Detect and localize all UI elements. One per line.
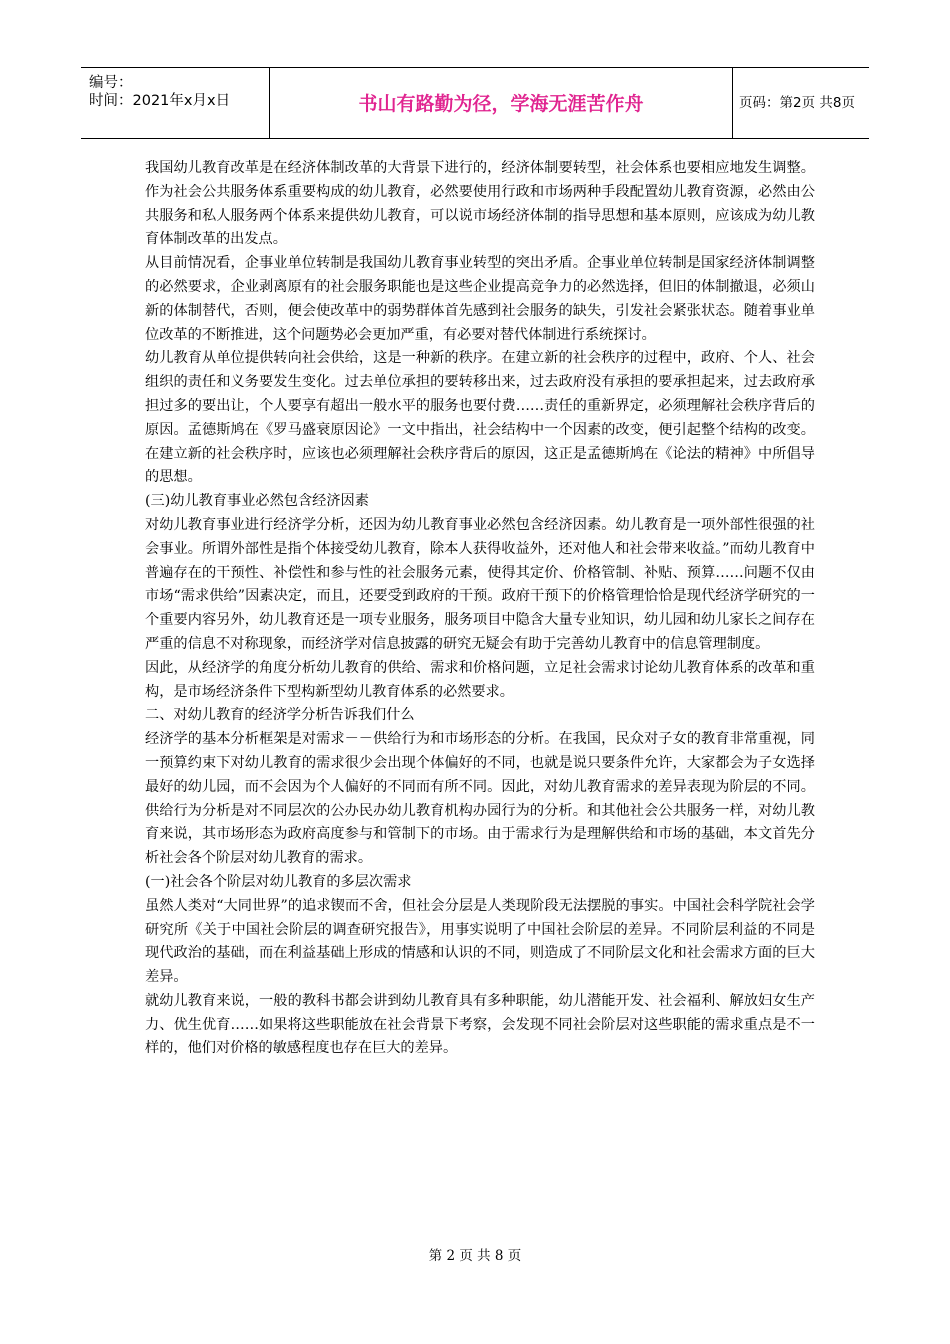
paragraph: 因此，从经济学的角度分析幼儿教育的供给、需求和价格问题，立足社会需求讨论幼儿教育体系的改革和重构，是市场经济条件下型构新型幼儿教育体系的必然要求。 xyxy=(145,659,815,700)
section-heading: (三)幼儿教育事业必然包含经济因素 xyxy=(145,493,369,510)
section-heading: 二、对幼儿教育的经济学分析告诉我们什么 xyxy=(145,707,415,724)
date-label: 时间：2021年x月x日 xyxy=(89,93,231,109)
paragraph: 就幼儿教育来说，一般的教科书都会讲到幼儿教育具有多种职能，幼儿潜能开发、社会福利、解放妇女生产力、优生优育……如果将这些职能放在社会背景下考察，会发现不同社会阶层对这些职能的需求重点是不一样的，他们对价格的敏感程度也存在巨大的差异。 xyxy=(145,992,815,1057)
paragraph: 经济学的基本分析框架是对需求－－供给行为和市场形态的分析。在我国，民众对子女的教育非常重视，同一预算约束下对幼儿教育的需求很少会出现个体偏好的不同，也就是说只要条件允许，大家都会为子女选择最好的幼儿园，而不会因为个人偏好的不同而有所不同。因此，对幼儿教育需求的差异表现为阶层的不同。供给行为分析是对不同层次的公办民办幼儿教育机构办园行为的分析。和其他社会公共服务一样，对幼儿教育来说，其市场形态为政府高度参与和管制下的市场。由于需求行为是理解供给和市场的基础，本文首先分析社会各个阶层对幼儿教育的需求。 xyxy=(145,731,815,867)
header-page-cell xyxy=(733,68,869,138)
header-motto-cell xyxy=(270,68,733,138)
header-meta-cell xyxy=(81,68,270,138)
paragraph: 从目前情况看，企事业单位转制是我国幼儿教育事业转型的突出矛盾。企事业单位转制是国家经济体制调整的必然要求，企业剥离原有的社会服务职能也是这些企业提高竞争力的必然选择，但旧的体制撤退，必须山新的体制替代，否则，便会使改革中的弱势群体首先感到社会服务的缺失，引发社会紧张状态。随着事业单位改革的不断推进，这个问题势必会更加严重，有必要对替代体制进行系统探讨。 xyxy=(145,255,815,343)
section-heading: (一)社会各个阶层对幼儿教育的多层次需求 xyxy=(145,873,412,890)
page-header xyxy=(81,67,869,139)
paragraph: 虽然人类对“大同世界”的追求锲而不舍，但社会分层是人类现阶段无法摆脱的事实。中国社会科学院社会学研究所《关于中国社会阶层的调查研究报告》，用事实说明了中国社会阶层的差异。不同阶层利益的不同是现代政治的基础，而在利益基础上形成的情感和认识的不同，则造成了不同阶层文化和社会需求方面的巨大差异。 xyxy=(145,897,815,986)
paragraph: 我国幼儿教育改革是在经济体制改革的大背景下进行的，经济体制要转型，社会体系也要相应地发生调整。作为社会公共服务体系重要构成的幼儿教育，必然要使用行政和市场两种手段配置幼儿教育资源，必然由公共服务和私人服务两个体系来提供幼儿教育，可以说市场经济体制的指导思想和基本原则，应该成为幼儿教育体制改革的出发点。 xyxy=(145,160,815,248)
document-body xyxy=(145,157,815,1061)
header-motto: 书山有路勤为径，学海无涯苦作舟 xyxy=(358,93,644,115)
serial-number-label: 编号： xyxy=(89,75,133,91)
paragraph: 幼儿教育从单位提供转向社会供给，这是一种新的秩序。在建立新的社会秩序的过程中，政府、个人、社会组织的责任和义务要发生变化。过去单位承担的要转移出来，过去政府没有承担的要承担起来，过去政府承担过多的要出让，个人要享有超出一般水平的服务也要付费……责任的重新界定，必须理解社会秩序背后的原因。孟德斯鸠在《罗马盛衰原因论》一文中指出，社会结构中一个因素的改变，便引起整个结构的改变。在建立新的社会秩序时，应该也必须理解社会秩序背后的原因，这正是孟德斯鸠在《论法的精神》中所倡导的思想。 xyxy=(145,350,815,486)
page-footer: 第 2 页 共 8 页 xyxy=(428,1248,522,1264)
header-page-number: 页码：第2页 共8页 xyxy=(739,95,855,111)
paragraph: 对幼儿教育事业进行经济学分析，还因为幼儿教育事业必然包含经济因素。幼儿教育是一项外部性很强的社会事业。所谓外部性是指个体接受幼儿教育，除本人获得收益外，还对他人和社会带来收益。”而幼儿教育中普遍存在的干预性、补偿性和参与性的社会服务元素，使得其定价、价格管制、补贴、预算……问题不仅由市场“需求供给”因素决定，而且，还要受到政府的干预。政府干预下的价格管理恰恰是现代经济学研究的一个重要内容另外，幼儿教育还是一项专业服务，服务项目中隐含大量专业知识，幼儿园和幼儿家长之间存在严重的信息不对称现象，而经济学对信息披露的研究无疑会有助于完善幼儿教育中的信息管理制度。 xyxy=(145,516,815,652)
